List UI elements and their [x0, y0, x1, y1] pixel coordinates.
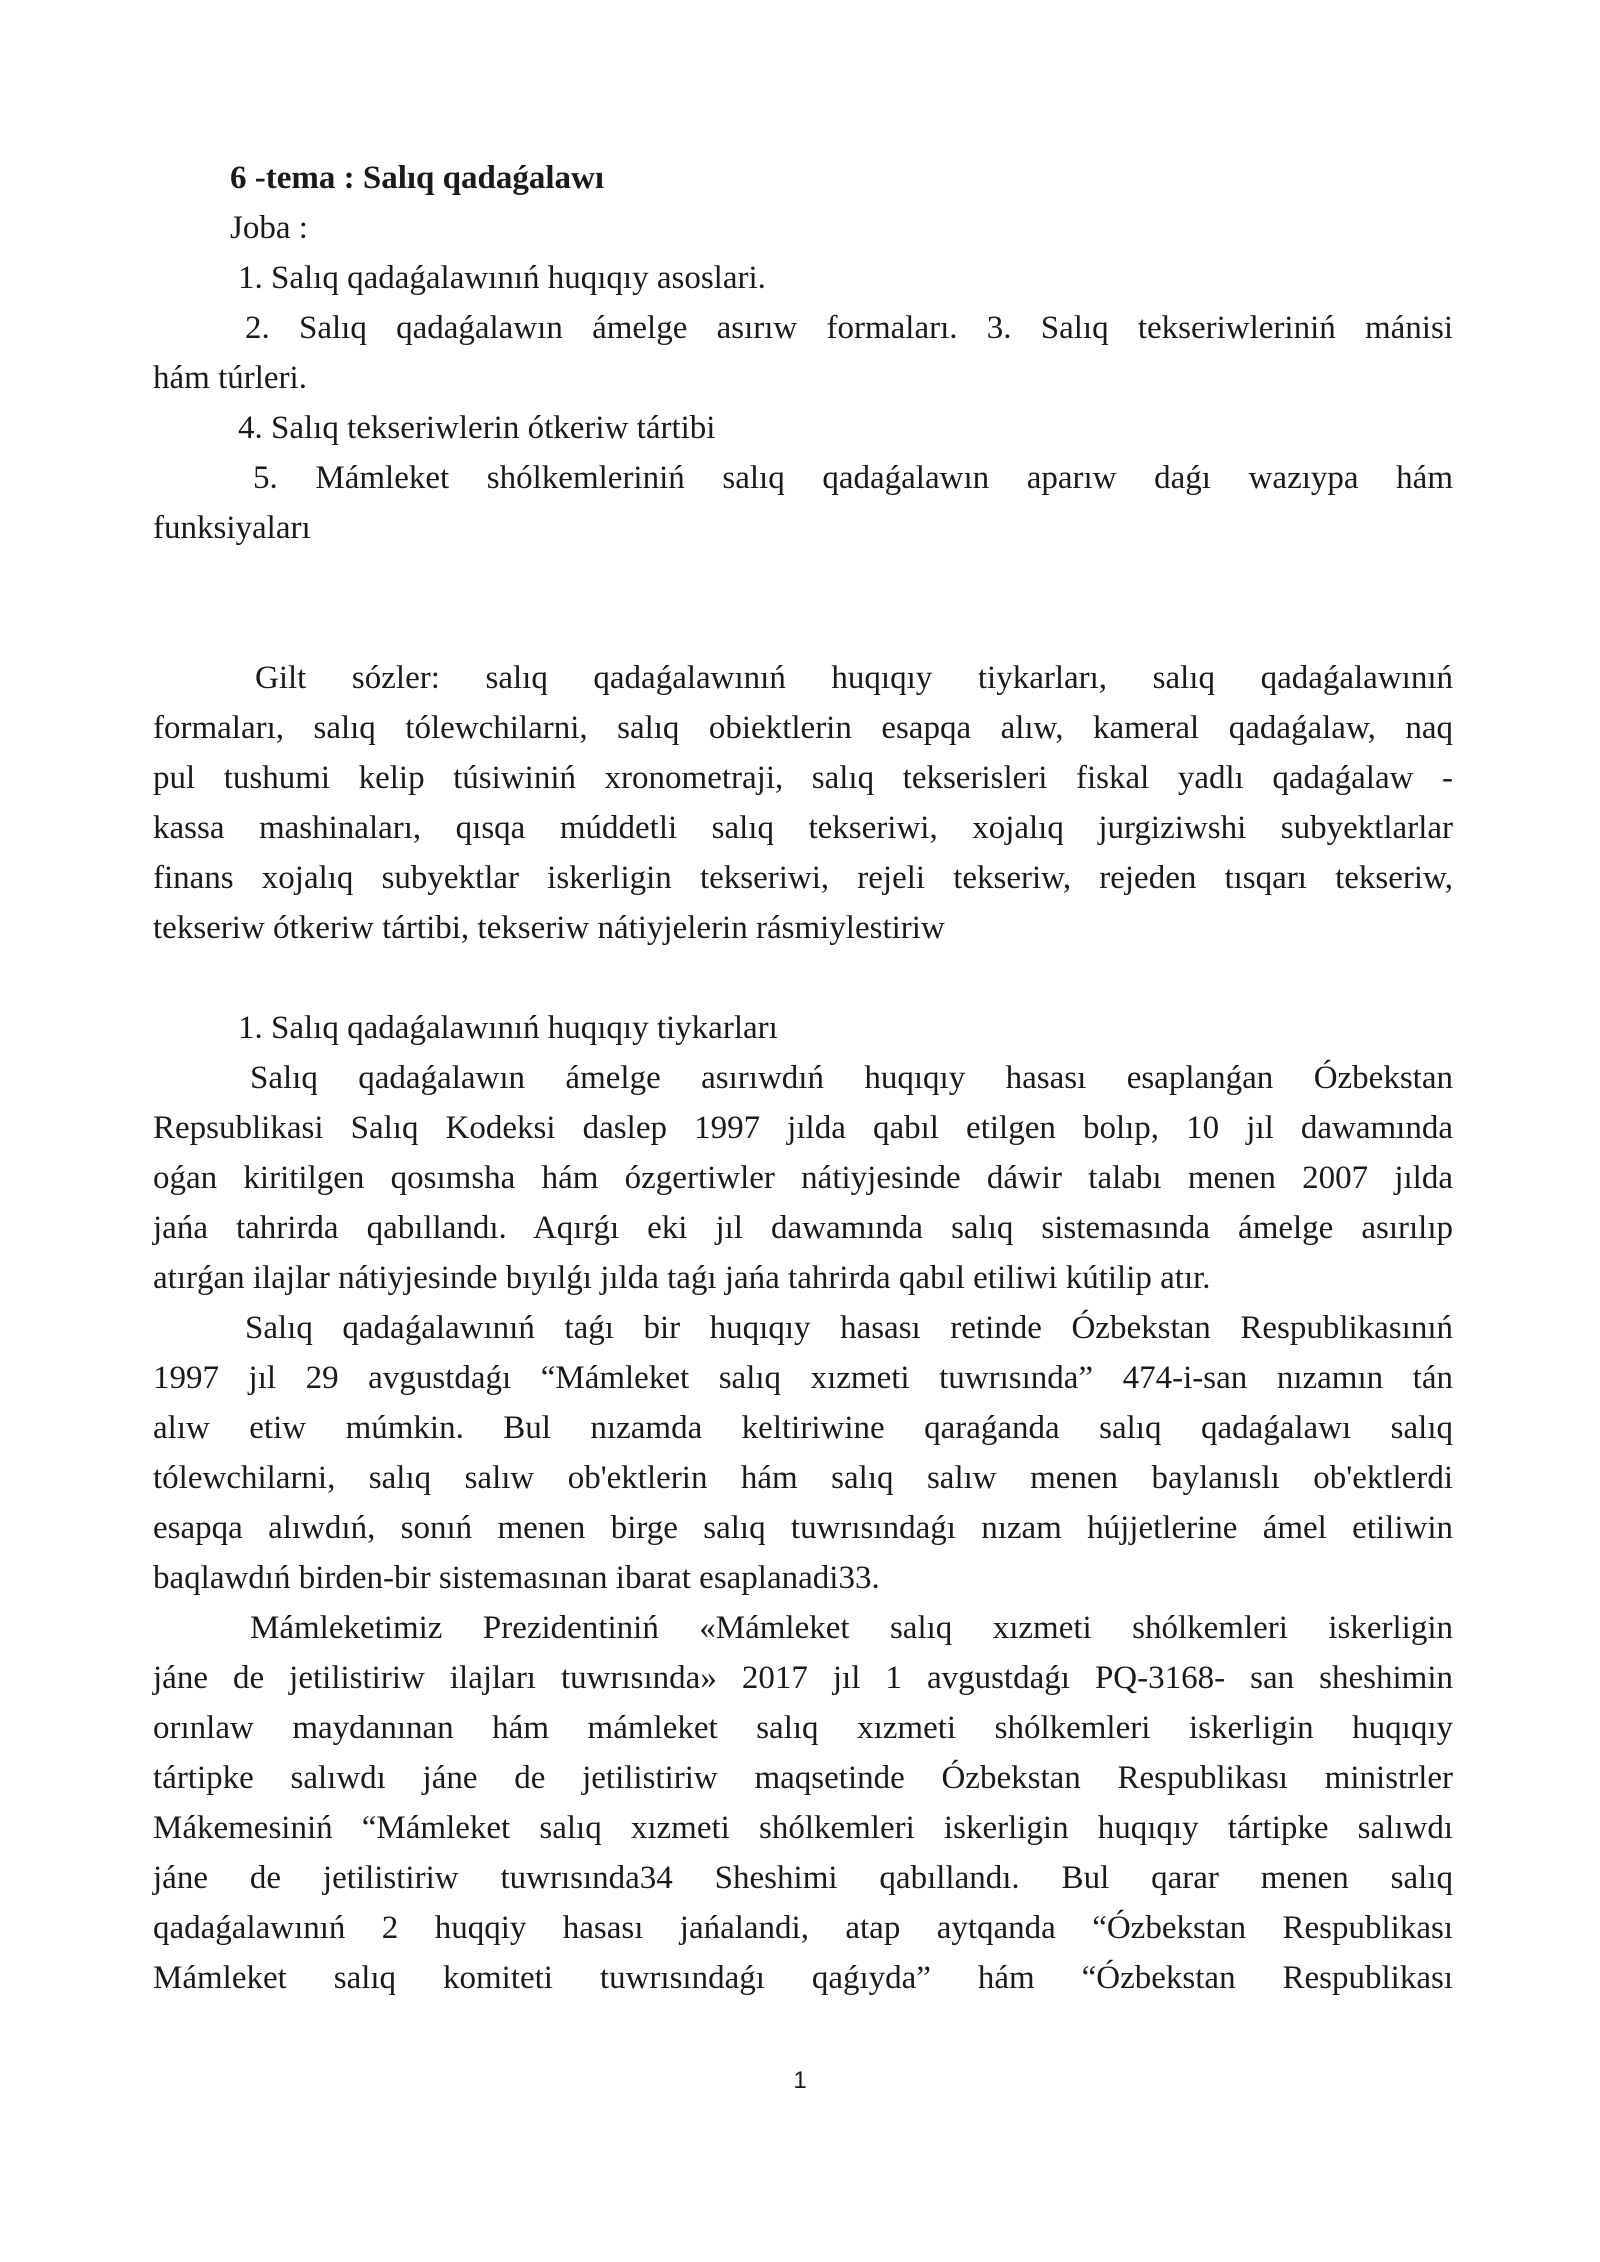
paragraph-line: tártipke salıwdı jáne de jetilistiriw maqsetinde Ózbekstan Respublikası ministrler	[153, 1760, 1453, 1796]
plan-item: 4. Salıq tekseriwlerin ótkeriw tártibi	[238, 410, 716, 446]
plan-item-continuation: hám túrleri.	[153, 360, 307, 396]
paragraph-line: Salıq qadaǵalawın ámelge asırıwdıń huqıqıy hasası esaplanǵan Ózbekstan	[250, 1060, 1453, 1096]
keywords-line: tekseriw ótkeriw tártibi, tekseriw nátiyjelerin rásmiylestiriw	[153, 910, 945, 946]
paragraph-line: Mákemesiniń “Mámleket salıq xızmeti shólkemleri iskerligin huqıqıy tártipke salıwdı	[153, 1810, 1453, 1846]
paragraph-line: 1997 jıl 29 avgustdaǵı “Mámleket salıq xızmeti tuwrısında” 474-i-san nızamın tán	[153, 1360, 1453, 1396]
plan-item-continuation: funksiyaları	[153, 510, 311, 546]
section-heading: 1. Salıq qadaǵalawınıń huqıqıy tiykarları	[238, 1010, 778, 1046]
paragraph-line: Mámleket salıq komiteti tuwrısındaǵı qaǵıyda” hám “Ózbekstan Respublikası	[153, 1960, 1453, 1996]
paragraph-line: Salıq qadaǵalawınıń taǵı bir huqıqıy hasası retinde Ózbekstan Respublikasınıń	[245, 1310, 1453, 1346]
paragraph-line: jáne de jetilistiriw tuwrısında34 Sheshimi qabıllandı. Bul qarar menen salıq	[153, 1860, 1453, 1896]
topic-title: 6 -tema : Salıq qadaǵalawı	[230, 160, 605, 196]
plan-item: 2. Salıq qadaǵalawın ámelge asırıw formaları. 3. Salıq tekseriwleriniń mánisi	[245, 310, 1453, 346]
paragraph-line: Repsublikasi Salıq Kodeksi daslep 1997 jılda qabıl etilgen bolıp, 10 jıl dawamında	[153, 1110, 1453, 1146]
keywords-line: kassa mashinaları, qısqa múddetli salıq tekseriwi, xojalıq jurgiziwshi subyektlarlar	[153, 810, 1453, 846]
paragraph-line: jáne de jetilistiriw ilajları tuwrısında» 2017 jıl 1 avgustdaǵı PQ-3168- san sheshimin	[153, 1660, 1453, 1696]
paragraph-line: oǵan kiritilgen qosımsha hám ózgertiwler nátiyjesinde dáwir talabı menen 2007 jılda	[153, 1160, 1453, 1196]
keywords-line: formaları, salıq tólewchilarni, salıq obiektlerin esapqa alıw, kameral qadaǵalaw, naq	[153, 710, 1453, 746]
keywords-line: Gilt sózler: salıq qadaǵalawınıń huqıqıy tiykarları, salıq qadaǵalawınıń	[255, 660, 1453, 696]
paragraph-line: atırǵan ilajlar nátiyjesinde bıyılǵı jılda taǵı jańa tahrirda qabıl etiliwi kútilip atır.	[153, 1260, 1211, 1296]
plan-item: 5. Mámleket shólkemleriniń salıq qadaǵalawın aparıw daǵı wazıypa hám	[253, 460, 1453, 496]
paragraph-line: alıw etiw múmkin. Bul nızamda keltiriwine qaraǵanda salıq qadaǵalawı salıq	[153, 1410, 1453, 1446]
paragraph-line: qadaǵalawınıń 2 huqqiy hasası jańalandi, atap aytqanda “Ózbekstan Respublikası	[153, 1910, 1453, 1946]
page-number: 1	[793, 2067, 807, 2094]
keywords-line: finans xojalıq subyektlar iskerligin tekseriwi, rejeli tekseriw, rejeden tısqarı tekseriw,	[153, 860, 1453, 896]
paragraph-line: baqlawdıń birden-bir sistemasınan ibarat esaplanadi33.	[153, 1560, 880, 1596]
paragraph-line: esapqa alıwdıń, sonıń menen birge salıq tuwrısındaǵı nızam hújjetlerine ámel etiliwin	[153, 1510, 1453, 1546]
plan-label: Joba :	[230, 210, 308, 246]
paragraph-line: Mámleketimiz Prezidentiniń «Mámleket salıq xızmeti shólkemleri iskerligin	[250, 1610, 1453, 1646]
keywords-line: pul tushumi kelip túsiwiniń xronometraji, salıq tekserisleri fiskal yadlı qadaǵalaw -	[153, 760, 1453, 796]
paragraph-line: tólewchilarni, salıq salıw ob'ektlerin hám salıq salıw menen baylanıslı ob'ektlerdi	[153, 1460, 1453, 1496]
paragraph-line: jańa tahrirda qabıllandı. Aqırǵı eki jıl dawamında salıq sistemasında ámelge asırılıp	[153, 1210, 1453, 1246]
paragraph-line: orınlaw maydanınan hám mámleket salıq xızmeti shólkemleri iskerligin huqıqıy	[153, 1710, 1453, 1746]
plan-item: 1. Salıq qadaǵalawınıń huqıqıy asoslari.	[238, 260, 766, 296]
